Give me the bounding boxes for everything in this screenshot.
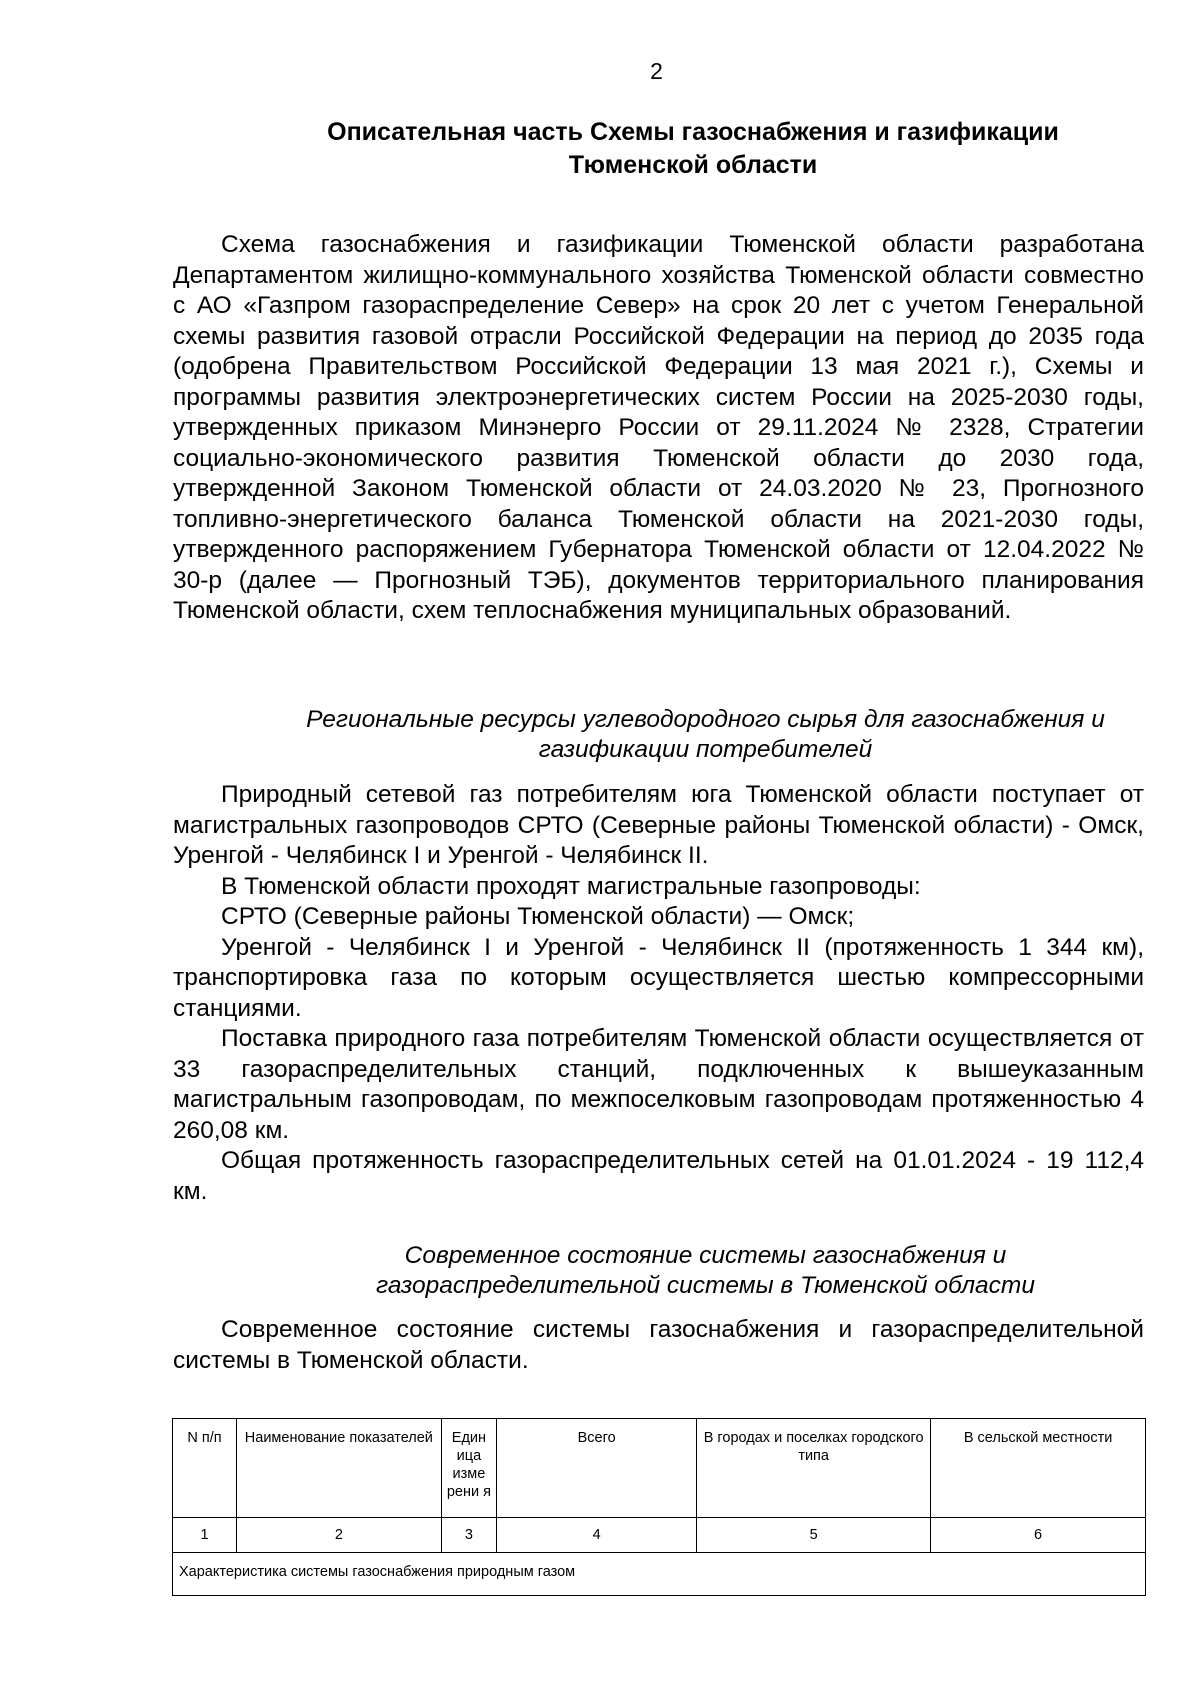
section1-heading xyxy=(220,705,1191,765)
table-section-row xyxy=(173,1553,1146,1596)
table-header-row xyxy=(173,1419,1146,1518)
section1-heading-line2: газификации потребителей xyxy=(538,736,873,763)
table-cell: 3 xyxy=(441,1518,496,1553)
section2-heading-line2: газораспределительной системы в Тюменской области xyxy=(376,1272,1035,1299)
gas-system-table xyxy=(172,1418,1146,1596)
section1-paragraph: Природный сетевой газ потребителям юга Тюменской области поступает от магистральных газопроводов СРТО (Северные районы Тюменской области) - Омск, Уренгой - Челябинск I и Уренгой - Челябинск II. xyxy=(173,781,1144,869)
section1-paragraph: Общая протяженность газораспределительных сетей на 01.01.2024 - 19 112,4 км. xyxy=(173,1147,1144,1205)
table-cell: 5 xyxy=(697,1518,931,1553)
table-section-cell: Характеристика системы газоснабжения природным газом xyxy=(173,1553,1146,1596)
table-header-cell: В городах и поселках городского типа xyxy=(697,1419,931,1518)
section1-paragraph: СРТО (Северные районы Тюменской области) — Омск; xyxy=(221,903,855,930)
table-header-cell: В сельской местности xyxy=(931,1419,1146,1518)
section2-paragraph: Современное состояние системы газоснабжения и газораспределительной системы в Тюменской области. xyxy=(173,1316,1144,1374)
section2-heading xyxy=(220,1241,1191,1301)
section2-heading-line1: Современное состояние системы газоснабжения и xyxy=(404,1242,1007,1269)
section1-paragraph: Поставка природного газа потребителям Тюменской области осуществляется от 33 газораспределительных станций, подключенных к вышеуказанным магистральным газопроводам, по межпоселковым газопроводам протяженностью 4 260,08 км. xyxy=(173,1025,1144,1144)
table-cell: 4 xyxy=(497,1518,697,1553)
document-title-line1: Описательная часть Схемы газоснабжения и газификации xyxy=(327,118,1059,146)
table-cell: 2 xyxy=(237,1518,442,1553)
table-header-cell: Наименование показателей xyxy=(237,1419,442,1518)
section2-body xyxy=(173,1315,1144,1376)
table-cell: 6 xyxy=(931,1518,1146,1553)
table-header-cell: Един ица изме рени я xyxy=(441,1419,496,1518)
section1-heading-line1: Региональные ресурсы углеводородного сырья для газоснабжения и xyxy=(306,706,1105,733)
table-row xyxy=(173,1518,1146,1553)
table-cell: 1 xyxy=(173,1518,237,1553)
table-header-cell: N п/п xyxy=(173,1419,237,1518)
table-header-cell: Всего xyxy=(497,1419,697,1518)
section1-body xyxy=(173,780,1144,1207)
section1-paragraph: В Тюменской области проходят магистральные газопроводы: xyxy=(221,872,921,900)
document-title xyxy=(270,116,1116,182)
document-title-line2: Тюменской области xyxy=(568,151,818,179)
intro-section xyxy=(173,230,1144,627)
section1-paragraph: Уренгой - Челябинск I и Уренгой - Челябинск II (протяженность 1 344 км), транспортировка газа по которым осуществляется шестью компрессорными станциями. xyxy=(173,933,1144,1022)
page-number: 2 xyxy=(650,58,663,84)
intro-paragraph: Схема газоснабжения и газификации Тюменской области разработана Департаментом жилищно-коммунального хозяйства Тюменской области совместно с АО «Газпром газораспределение Север» на срок 20 лет с учетом Генеральной схемы развития газовой отрасли Российской Федерации на период до 2035 года (одобрена Правительством Российской Федерации 13 мая 2021 г.), Схемы и программы развития электроэнергетических систем России на 2025-2030 годы, утвержденных приказом Минэнерго России от 29.11.2024 № 2328, Стратегии социально-экономического развития Тюменской области до 2030 года, утвержденной Законом Тюменской области от 24.03.2020 № 23, Прогнозного топливно-энергетического баланса Тюменской области на 2021-2030 годы, утвержденного распоряжением Губернатора Тюменской области от 12.04.2022 № 30-р (далее — Прогнозный ТЭБ), документов территориального планирования Тюменской области, схем теплоснабжения муниципальных образований. xyxy=(173,231,1144,624)
